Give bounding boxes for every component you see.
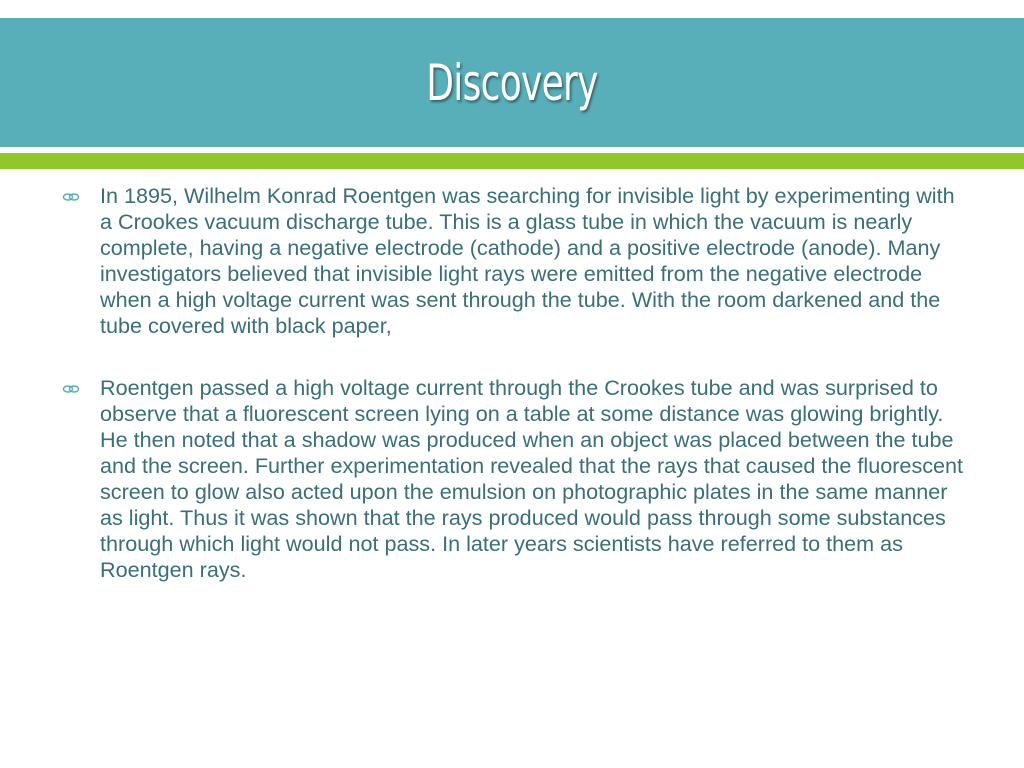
bullet-item — [60, 183, 970, 339]
slide-body — [60, 183, 970, 619]
accent-bar — [0, 153, 1024, 169]
chain-link-icon — [62, 192, 80, 202]
chain-link-icon — [62, 384, 80, 394]
slide-title: Discovery — [426, 53, 598, 112]
title-bar — [0, 18, 1024, 147]
bullet-text: Roentgen passed a high voltage current through the Crookes tube and was surprised to observe that a fluorescent screen lying on a table at some distance was glowing brightly. He then noted that a shadow was produced when an object was placed between the tube and the screen. Further experimentation revealed that the rays that caused the fluorescent screen to glow also acted upon the emulsion on photographic plates in the same manner as light. Thus it was shown that the rays produced would pass through some substances through which light would not pass. In later years scientists have referred to them as Roentgen rays. — [100, 375, 964, 582]
bullet-item — [60, 375, 970, 583]
bullet-text: In 1895, Wilhelm Konrad Roentgen was searching for invisible light by experimenting with a Crookes vacuum discharge tube. This is a glass tube in which the vacuum is nearly complete, having a negative electrode (cathode) and a positive electrode (anode). Many investigators believed that invisible light rays were emitted from the negative electrode when a high voltage current was sent through the tube. With the room darkened and the tube covered with black paper, — [100, 183, 955, 338]
